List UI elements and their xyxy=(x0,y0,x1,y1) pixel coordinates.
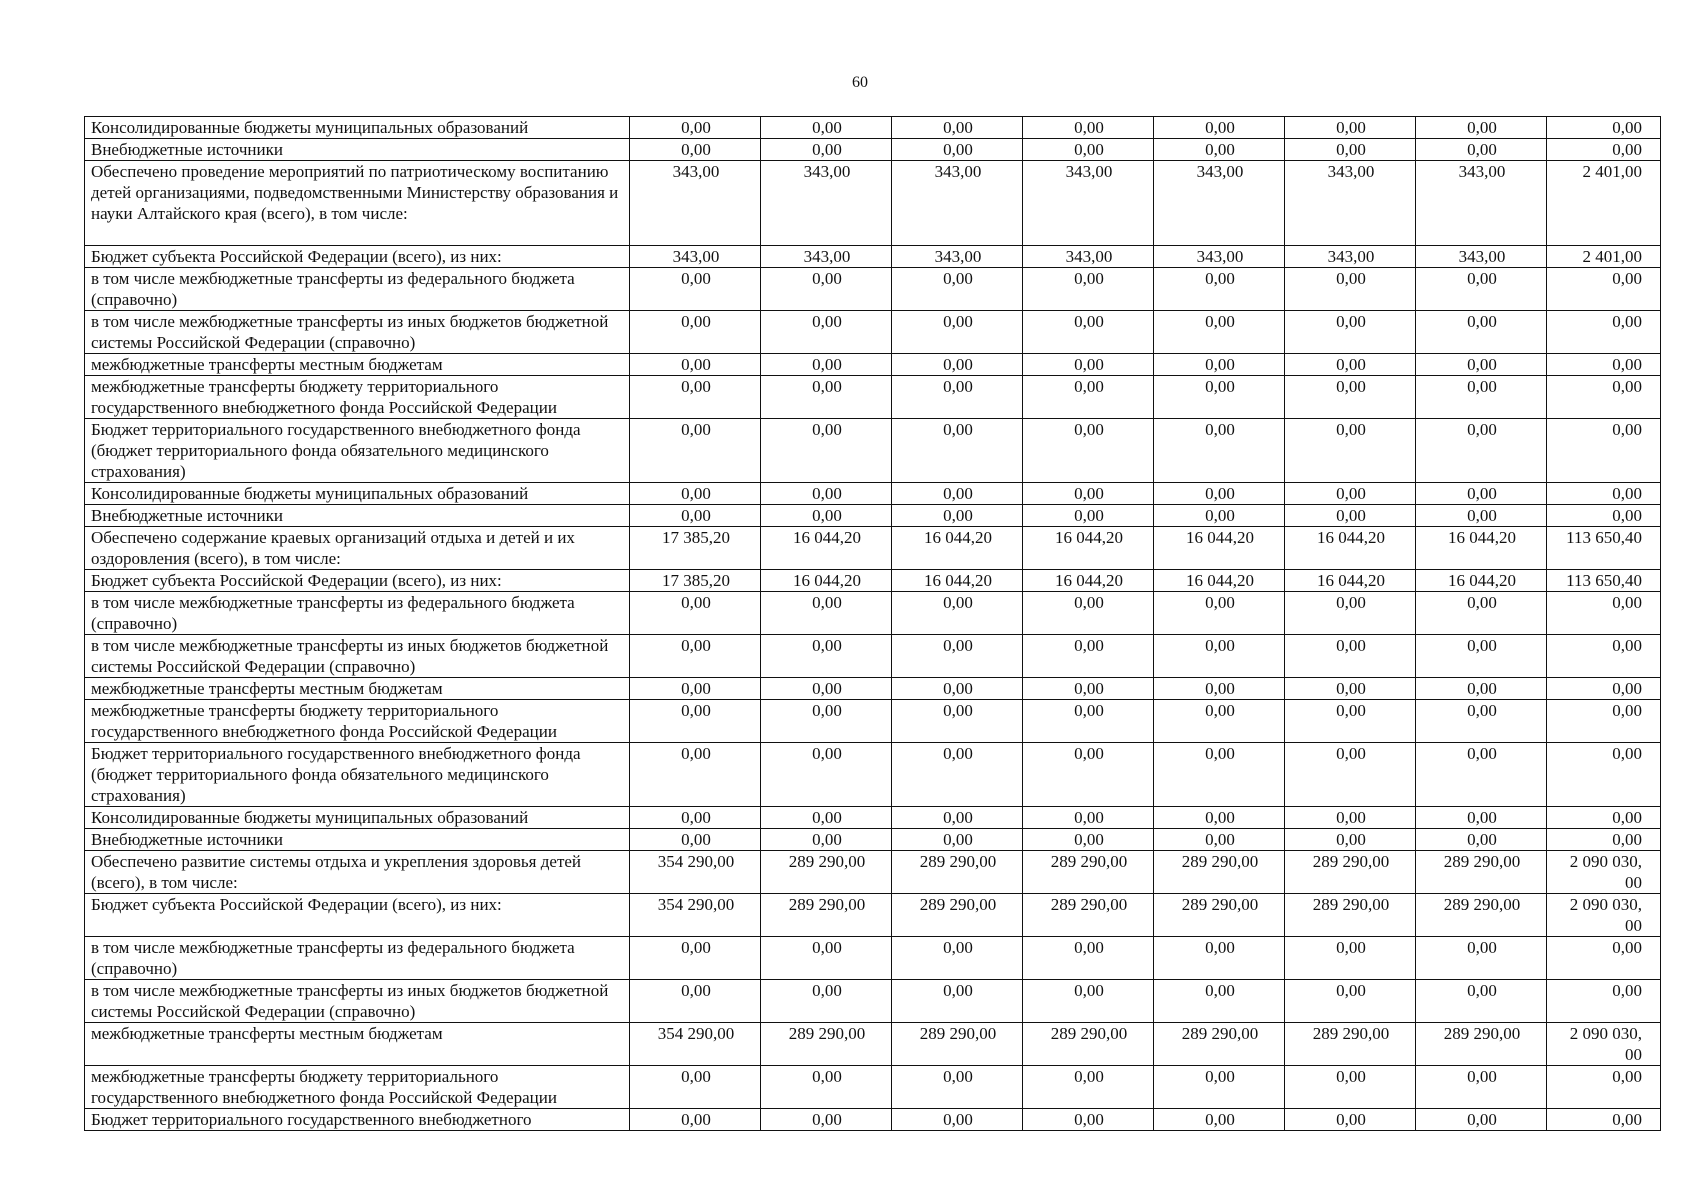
value-cell: 0,00 xyxy=(630,139,761,161)
value-cell: 0,00 xyxy=(892,483,1023,505)
value-cell: 343,00 xyxy=(1416,246,1547,268)
value-cell: 0,00 xyxy=(1154,743,1285,807)
total-cell: 0,00 xyxy=(1547,678,1661,700)
value-cell: 289 290,00 xyxy=(892,851,1023,894)
value-cell: 17 385,20 xyxy=(630,570,761,592)
value-cell: 0,00 xyxy=(1023,117,1154,139)
value-cell: 343,00 xyxy=(630,246,761,268)
value-cell: 343,00 xyxy=(761,246,892,268)
value-cell: 0,00 xyxy=(1416,937,1547,980)
table-row xyxy=(85,635,1661,678)
table-row xyxy=(85,1066,1661,1109)
value-cell: 0,00 xyxy=(630,419,761,483)
value-cell: 0,00 xyxy=(892,678,1023,700)
total-cell: 0,00 xyxy=(1547,268,1661,311)
value-cell: 16 044,20 xyxy=(892,527,1023,570)
value-cell: 0,00 xyxy=(630,354,761,376)
total-cell: 2 090 030, 00 xyxy=(1547,851,1661,894)
value-cell: 0,00 xyxy=(1285,635,1416,678)
value-cell: 0,00 xyxy=(1154,483,1285,505)
row-label: Консолидированные бюджеты муниципальных образований xyxy=(85,807,630,829)
value-cell: 0,00 xyxy=(630,829,761,851)
value-cell: 0,00 xyxy=(1285,483,1416,505)
value-cell: 0,00 xyxy=(761,354,892,376)
value-cell: 0,00 xyxy=(1154,354,1285,376)
value-cell: 0,00 xyxy=(1023,1109,1154,1131)
value-cell: 0,00 xyxy=(1416,139,1547,161)
value-cell: 0,00 xyxy=(630,592,761,635)
value-cell: 0,00 xyxy=(892,980,1023,1023)
value-cell: 0,00 xyxy=(1285,376,1416,419)
value-cell: 0,00 xyxy=(1416,311,1547,354)
value-cell: 343,00 xyxy=(761,161,892,246)
value-cell: 0,00 xyxy=(1154,419,1285,483)
row-label: Обеспечено содержание краевых организаций отдыха и детей и их оздоровления (всего), в том числе: xyxy=(85,527,630,570)
value-cell: 0,00 xyxy=(892,635,1023,678)
value-cell: 0,00 xyxy=(761,635,892,678)
row-label: Бюджет субъекта Российской Федерации (всего), из них: xyxy=(85,894,630,937)
table-row xyxy=(85,807,1661,829)
value-cell: 0,00 xyxy=(1285,592,1416,635)
value-cell: 343,00 xyxy=(630,161,761,246)
row-label: Бюджет территориального государственного внебюджетного фонда (бюджет территориального фонда обязательного медицинского страхования) xyxy=(85,419,630,483)
value-cell: 0,00 xyxy=(1023,139,1154,161)
value-cell: 0,00 xyxy=(1285,311,1416,354)
value-cell: 0,00 xyxy=(1023,678,1154,700)
value-cell: 0,00 xyxy=(1023,980,1154,1023)
total-cell: 0,00 xyxy=(1547,1109,1661,1131)
value-cell: 0,00 xyxy=(1154,592,1285,635)
total-cell: 0,00 xyxy=(1547,829,1661,851)
value-cell: 343,00 xyxy=(1023,161,1154,246)
page-number: 60 xyxy=(852,74,868,91)
value-cell: 289 290,00 xyxy=(761,894,892,937)
value-cell: 16 044,20 xyxy=(1416,527,1547,570)
value-cell: 0,00 xyxy=(1154,937,1285,980)
value-cell: 0,00 xyxy=(1023,1066,1154,1109)
value-cell: 0,00 xyxy=(1023,700,1154,743)
table-row xyxy=(85,894,1661,937)
value-cell: 289 290,00 xyxy=(761,851,892,894)
value-cell: 0,00 xyxy=(1416,678,1547,700)
value-cell: 0,00 xyxy=(1023,268,1154,311)
table-row xyxy=(85,570,1661,592)
table-row xyxy=(85,117,1661,139)
value-cell: 16 044,20 xyxy=(1154,527,1285,570)
value-cell: 0,00 xyxy=(1154,1066,1285,1109)
value-cell: 343,00 xyxy=(1154,161,1285,246)
row-label: Внебюджетные источники xyxy=(85,139,630,161)
value-cell: 0,00 xyxy=(1023,635,1154,678)
value-cell: 0,00 xyxy=(1285,743,1416,807)
value-cell: 354 290,00 xyxy=(630,851,761,894)
value-cell: 0,00 xyxy=(1416,635,1547,678)
value-cell: 0,00 xyxy=(892,268,1023,311)
value-cell: 0,00 xyxy=(630,980,761,1023)
value-cell: 354 290,00 xyxy=(630,894,761,937)
value-cell: 0,00 xyxy=(892,117,1023,139)
row-label: в том числе межбюджетные трансферты из иных бюджетов бюджетной системы Российской Федерации (справочно) xyxy=(85,311,630,354)
total-cell: 0,00 xyxy=(1547,117,1661,139)
value-cell: 0,00 xyxy=(892,376,1023,419)
value-cell: 16 044,20 xyxy=(1154,570,1285,592)
table-row xyxy=(85,678,1661,700)
value-cell: 0,00 xyxy=(1154,268,1285,311)
value-cell: 0,00 xyxy=(1023,829,1154,851)
row-label: Внебюджетные источники xyxy=(85,505,630,527)
value-cell: 0,00 xyxy=(1285,829,1416,851)
total-cell: 113 650,40 xyxy=(1547,527,1661,570)
value-cell: 16 044,20 xyxy=(761,570,892,592)
value-cell: 0,00 xyxy=(1154,311,1285,354)
value-cell: 0,00 xyxy=(761,980,892,1023)
row-label: Бюджет территориального государственного внебюджетного фонда (бюджет территориального фонда обязательного медицинского страхования) xyxy=(85,743,630,807)
value-cell: 0,00 xyxy=(1023,376,1154,419)
value-cell: 289 290,00 xyxy=(1416,1023,1547,1066)
row-label: в том числе межбюджетные трансферты из федерального бюджета (справочно) xyxy=(85,937,630,980)
total-cell: 2 090 030, 00 xyxy=(1547,1023,1661,1066)
budget-table xyxy=(84,116,1661,1131)
total-cell: 0,00 xyxy=(1547,1066,1661,1109)
value-cell: 0,00 xyxy=(892,829,1023,851)
value-cell: 0,00 xyxy=(892,807,1023,829)
value-cell: 0,00 xyxy=(1285,980,1416,1023)
value-cell: 0,00 xyxy=(1154,829,1285,851)
value-cell: 0,00 xyxy=(892,743,1023,807)
value-cell: 0,00 xyxy=(630,743,761,807)
value-cell: 16 044,20 xyxy=(1416,570,1547,592)
value-cell: 0,00 xyxy=(892,592,1023,635)
value-cell: 17 385,20 xyxy=(630,527,761,570)
value-cell: 0,00 xyxy=(761,592,892,635)
value-cell: 0,00 xyxy=(630,635,761,678)
value-cell: 0,00 xyxy=(1416,592,1547,635)
value-cell: 0,00 xyxy=(1023,419,1154,483)
value-cell: 0,00 xyxy=(1285,700,1416,743)
table-row xyxy=(85,851,1661,894)
value-cell: 0,00 xyxy=(892,937,1023,980)
value-cell: 16 044,20 xyxy=(1285,570,1416,592)
value-cell: 0,00 xyxy=(761,1109,892,1131)
value-cell: 0,00 xyxy=(630,483,761,505)
value-cell: 0,00 xyxy=(630,1066,761,1109)
value-cell: 0,00 xyxy=(630,700,761,743)
value-cell: 289 290,00 xyxy=(1285,1023,1416,1066)
total-cell: 0,00 xyxy=(1547,419,1661,483)
total-cell: 0,00 xyxy=(1547,311,1661,354)
table-row xyxy=(85,700,1661,743)
total-cell: 0,00 xyxy=(1547,635,1661,678)
total-cell: 2 090 030, 00 xyxy=(1547,894,1661,937)
value-cell: 343,00 xyxy=(1285,246,1416,268)
total-cell: 113 650,40 xyxy=(1547,570,1661,592)
value-cell: 0,00 xyxy=(892,419,1023,483)
value-cell: 0,00 xyxy=(1416,743,1547,807)
value-cell: 0,00 xyxy=(1416,505,1547,527)
value-cell: 0,00 xyxy=(1154,1109,1285,1131)
value-cell: 0,00 xyxy=(1023,592,1154,635)
value-cell: 0,00 xyxy=(1416,419,1547,483)
table-row xyxy=(85,829,1661,851)
row-label: Обеспечено проведение мероприятий по патриотическому воспитанию детей организациями, подведомственными Министерству образования и науки Алтайского края (всего), в том числе: xyxy=(85,161,630,246)
value-cell: 0,00 xyxy=(1416,117,1547,139)
total-cell: 0,00 xyxy=(1547,483,1661,505)
value-cell: 0,00 xyxy=(761,807,892,829)
value-cell: 0,00 xyxy=(1154,980,1285,1023)
value-cell: 0,00 xyxy=(892,1066,1023,1109)
value-cell: 16 044,20 xyxy=(1023,570,1154,592)
total-cell: 0,00 xyxy=(1547,980,1661,1023)
table-row xyxy=(85,1023,1661,1066)
table-row xyxy=(85,483,1661,505)
value-cell: 343,00 xyxy=(1023,246,1154,268)
value-cell: 289 290,00 xyxy=(1285,851,1416,894)
value-cell: 0,00 xyxy=(1285,1109,1416,1131)
value-cell: 0,00 xyxy=(1285,419,1416,483)
table-row xyxy=(85,161,1661,246)
value-cell: 0,00 xyxy=(630,937,761,980)
table-body xyxy=(85,117,1661,1131)
value-cell: 0,00 xyxy=(1285,1066,1416,1109)
row-label: межбюджетные трансферты бюджету территориального государственного внебюджетного фонда Российской Федерации xyxy=(85,700,630,743)
value-cell: 289 290,00 xyxy=(1416,894,1547,937)
value-cell: 0,00 xyxy=(1285,807,1416,829)
value-cell: 16 044,20 xyxy=(761,527,892,570)
value-cell: 0,00 xyxy=(1416,1066,1547,1109)
value-cell: 0,00 xyxy=(1023,937,1154,980)
value-cell: 0,00 xyxy=(761,743,892,807)
value-cell: 0,00 xyxy=(1154,139,1285,161)
table-row xyxy=(85,937,1661,980)
row-label: Бюджет субъекта Российской Федерации (всего), из них: xyxy=(85,246,630,268)
total-cell: 0,00 xyxy=(1547,139,1661,161)
value-cell: 0,00 xyxy=(1285,505,1416,527)
table-row xyxy=(85,527,1661,570)
row-label: межбюджетные трансферты местным бюджетам xyxy=(85,354,630,376)
value-cell: 289 290,00 xyxy=(761,1023,892,1066)
total-cell: 0,00 xyxy=(1547,354,1661,376)
value-cell: 16 044,20 xyxy=(1285,527,1416,570)
table-row xyxy=(85,246,1661,268)
value-cell: 0,00 xyxy=(892,1109,1023,1131)
value-cell: 0,00 xyxy=(761,117,892,139)
value-cell: 0,00 xyxy=(1416,1109,1547,1131)
value-cell: 0,00 xyxy=(761,700,892,743)
value-cell: 343,00 xyxy=(1285,161,1416,246)
value-cell: 289 290,00 xyxy=(1023,1023,1154,1066)
total-cell: 0,00 xyxy=(1547,937,1661,980)
value-cell: 0,00 xyxy=(1416,829,1547,851)
total-cell: 0,00 xyxy=(1547,505,1661,527)
value-cell: 0,00 xyxy=(1023,807,1154,829)
row-label: межбюджетные трансферты местным бюджетам xyxy=(85,678,630,700)
value-cell: 0,00 xyxy=(761,376,892,419)
row-label: Бюджет субъекта Российской Федерации (всего), из них: xyxy=(85,570,630,592)
row-label: Консолидированные бюджеты муниципальных образований xyxy=(85,483,630,505)
value-cell: 0,00 xyxy=(630,1109,761,1131)
value-cell: 343,00 xyxy=(1416,161,1547,246)
value-cell: 0,00 xyxy=(761,139,892,161)
table-row xyxy=(85,505,1661,527)
row-label: Консолидированные бюджеты муниципальных образований xyxy=(85,117,630,139)
table-row xyxy=(85,980,1661,1023)
table-row xyxy=(85,354,1661,376)
value-cell: 0,00 xyxy=(1416,700,1547,743)
value-cell: 0,00 xyxy=(630,268,761,311)
value-cell: 0,00 xyxy=(630,505,761,527)
value-cell: 16 044,20 xyxy=(1023,527,1154,570)
value-cell: 343,00 xyxy=(1154,246,1285,268)
value-cell: 0,00 xyxy=(630,376,761,419)
value-cell: 0,00 xyxy=(1154,678,1285,700)
value-cell: 0,00 xyxy=(1023,311,1154,354)
value-cell: 0,00 xyxy=(761,1066,892,1109)
value-cell: 0,00 xyxy=(892,505,1023,527)
table-row xyxy=(85,268,1661,311)
row-label: Бюджет территориального государственного внебюджетного xyxy=(85,1109,630,1131)
value-cell: 0,00 xyxy=(761,937,892,980)
value-cell: 0,00 xyxy=(1154,376,1285,419)
table-row xyxy=(85,419,1661,483)
row-label: межбюджетные трансферты бюджету территориального государственного внебюджетного фонда Российской Федерации xyxy=(85,376,630,419)
value-cell: 0,00 xyxy=(1285,268,1416,311)
value-cell: 0,00 xyxy=(761,311,892,354)
total-cell: 0,00 xyxy=(1547,807,1661,829)
row-label: межбюджетные трансферты местным бюджетам xyxy=(85,1023,630,1066)
value-cell: 0,00 xyxy=(1416,268,1547,311)
table-row xyxy=(85,139,1661,161)
value-cell: 0,00 xyxy=(1023,354,1154,376)
value-cell: 0,00 xyxy=(1416,807,1547,829)
value-cell: 0,00 xyxy=(761,829,892,851)
value-cell: 0,00 xyxy=(1285,354,1416,376)
value-cell: 0,00 xyxy=(1416,354,1547,376)
value-cell: 0,00 xyxy=(1154,807,1285,829)
row-label: в том числе межбюджетные трансферты из федерального бюджета (справочно) xyxy=(85,592,630,635)
table-row xyxy=(85,592,1661,635)
row-label: Внебюджетные источники xyxy=(85,829,630,851)
value-cell: 0,00 xyxy=(1023,505,1154,527)
value-cell: 0,00 xyxy=(1285,117,1416,139)
value-cell: 289 290,00 xyxy=(1023,851,1154,894)
value-cell: 0,00 xyxy=(1285,678,1416,700)
value-cell: 0,00 xyxy=(892,700,1023,743)
value-cell: 0,00 xyxy=(1154,700,1285,743)
value-cell: 0,00 xyxy=(1154,635,1285,678)
value-cell: 343,00 xyxy=(892,246,1023,268)
value-cell: 0,00 xyxy=(1416,376,1547,419)
value-cell: 16 044,20 xyxy=(892,570,1023,592)
value-cell: 0,00 xyxy=(1023,483,1154,505)
total-cell: 0,00 xyxy=(1547,376,1661,419)
value-cell: 0,00 xyxy=(1416,980,1547,1023)
value-cell: 289 290,00 xyxy=(1416,851,1547,894)
value-cell: 289 290,00 xyxy=(1285,894,1416,937)
value-cell: 354 290,00 xyxy=(630,1023,761,1066)
row-label: в том числе межбюджетные трансферты из иных бюджетов бюджетной системы Российской Федерации (справочно) xyxy=(85,980,630,1023)
value-cell: 0,00 xyxy=(1416,483,1547,505)
value-cell: 0,00 xyxy=(630,678,761,700)
value-cell: 289 290,00 xyxy=(892,1023,1023,1066)
value-cell: 0,00 xyxy=(1023,743,1154,807)
value-cell: 0,00 xyxy=(1285,139,1416,161)
value-cell: 0,00 xyxy=(761,419,892,483)
value-cell: 0,00 xyxy=(761,268,892,311)
value-cell: 289 290,00 xyxy=(1154,1023,1285,1066)
value-cell: 0,00 xyxy=(892,139,1023,161)
table-row xyxy=(85,311,1661,354)
value-cell: 0,00 xyxy=(892,354,1023,376)
row-label: Обеспечено развитие системы отдыха и укрепления здоровья детей (всего), в том числе: xyxy=(85,851,630,894)
value-cell: 289 290,00 xyxy=(1154,894,1285,937)
total-cell: 0,00 xyxy=(1547,743,1661,807)
total-cell: 0,00 xyxy=(1547,592,1661,635)
value-cell: 0,00 xyxy=(892,311,1023,354)
row-label: в том числе межбюджетные трансферты из федерального бюджета (справочно) xyxy=(85,268,630,311)
total-cell: 2 401,00 xyxy=(1547,161,1661,246)
row-label: межбюджетные трансферты бюджету территориального государственного внебюджетного фонда Российской Федерации xyxy=(85,1066,630,1109)
total-cell: 0,00 xyxy=(1547,700,1661,743)
value-cell: 0,00 xyxy=(630,807,761,829)
value-cell: 0,00 xyxy=(630,311,761,354)
value-cell: 0,00 xyxy=(630,117,761,139)
total-cell: 2 401,00 xyxy=(1547,246,1661,268)
value-cell: 0,00 xyxy=(1285,937,1416,980)
value-cell: 0,00 xyxy=(761,505,892,527)
value-cell: 0,00 xyxy=(1154,505,1285,527)
value-cell: 289 290,00 xyxy=(1154,851,1285,894)
value-cell: 0,00 xyxy=(1154,117,1285,139)
value-cell: 343,00 xyxy=(892,161,1023,246)
value-cell: 0,00 xyxy=(761,678,892,700)
table-row xyxy=(85,743,1661,807)
table-row xyxy=(85,1109,1661,1131)
value-cell: 289 290,00 xyxy=(1023,894,1154,937)
row-label: в том числе межбюджетные трансферты из иных бюджетов бюджетной системы Российской Федерации (справочно) xyxy=(85,635,630,678)
value-cell: 0,00 xyxy=(761,483,892,505)
table-row xyxy=(85,376,1661,419)
value-cell: 289 290,00 xyxy=(892,894,1023,937)
